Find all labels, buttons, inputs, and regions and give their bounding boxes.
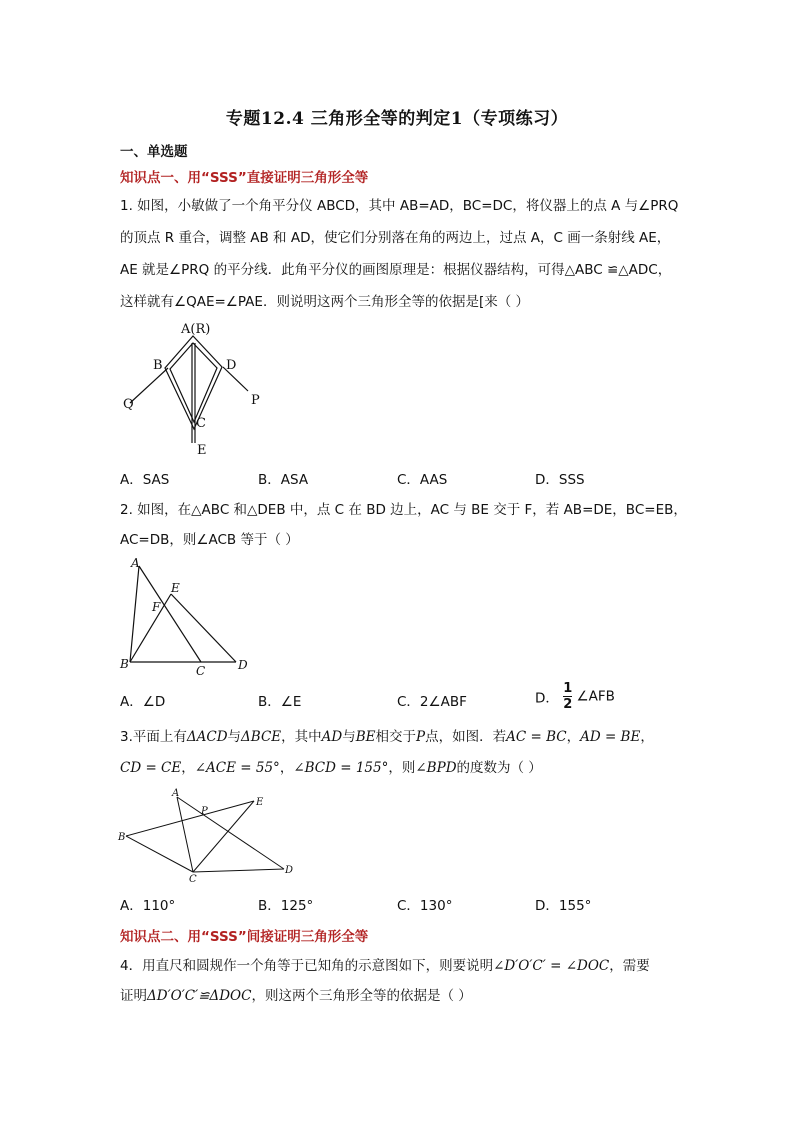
segment-ac (177, 797, 193, 872)
q3-line-2 (120, 758, 542, 778)
label-c: C (189, 874, 197, 885)
q4-text: 4．用直尺和圆规作一个角等于已知角的示意图如下，则要说明 (120, 958, 494, 974)
q2-option-d-angle: ∠AFB (576, 688, 615, 705)
q1-line-4: 这样就有∠QAE=∠PAE．则说明这两个三角形全等的依据是[来（ ） (120, 294, 530, 310)
q3-math: ΔACD (186, 729, 228, 745)
q2-line-2: AC=DB，则∠ACB 等于（ ） (120, 532, 299, 548)
q3-text: 点，如图．若 (425, 729, 507, 745)
q3-math: ΔBCE (241, 729, 282, 745)
fraction-numerator: 1 (563, 681, 573, 696)
q3-text: ， (279, 760, 294, 776)
label-a: A (172, 788, 180, 799)
fraction-denominator: 2 (563, 697, 573, 712)
label-d: D (285, 865, 294, 876)
label-c: C (196, 664, 206, 678)
section-heading: 一、单选题 (120, 144, 188, 160)
q3-math: AD (321, 729, 343, 745)
q3-line-1 (120, 727, 654, 747)
label-b: B (120, 657, 129, 671)
q4-math: ∠D′O′C′ = ∠DOC (493, 958, 610, 974)
q3-text: ， (640, 729, 654, 745)
q4-text: ，则这两个三角形全等的依据是（ ） (251, 988, 472, 1004)
q4-math: ΔD′O′C′≌ΔDOC (147, 988, 252, 1004)
q2-option-c[interactable]: C．2∠ABF (397, 694, 467, 710)
segment-ed (171, 594, 236, 662)
q3-math: ∠ACE = 55° (194, 760, 280, 776)
label-f: F (152, 600, 161, 614)
label-a: A(R) (181, 322, 211, 337)
page-title: 专题12.4 三角形全等的判定1（专项练习） (225, 109, 569, 129)
q1-option-a[interactable]: A．SAS (120, 472, 170, 488)
q2-option-d-letter: D． (535, 690, 559, 707)
label-d: D (226, 358, 237, 373)
label-e: E (171, 581, 180, 595)
q3-option-a[interactable]: A．110° (120, 898, 176, 914)
q3-option-b[interactable]: B．125° (258, 898, 314, 914)
q3-text: 与 (227, 729, 242, 745)
q3-text: 相交于 (375, 729, 417, 745)
label-b: B (118, 832, 126, 843)
q3-math: ∠BPD (415, 760, 457, 776)
label-e: E (197, 443, 207, 458)
segment-ab (130, 566, 139, 662)
q3-text: ，其中 (281, 729, 322, 745)
q1-option-b[interactable]: B．ASA (258, 472, 309, 488)
segment-cd (193, 869, 284, 872)
q3-math: ∠BCD = 155° (293, 760, 389, 776)
q3-option-c[interactable]: C．130° (397, 898, 453, 914)
q2-option-b[interactable]: B．∠E (258, 694, 302, 710)
label-a: A (131, 556, 140, 570)
label-d: D (238, 658, 248, 672)
q3-text: 与 (342, 729, 356, 745)
q3-math: AD = BE (580, 729, 641, 745)
q4-line-1 (120, 956, 650, 976)
q3-text: ， (566, 729, 581, 745)
q1-option-d[interactable]: D．SSS (535, 472, 585, 488)
label-e: E (256, 797, 264, 808)
label-q: Q (123, 397, 134, 412)
label-p: P (201, 806, 208, 817)
q3-figure (114, 785, 300, 885)
knowledge-point-2: 知识点二、用“SSS”间接证明三角形全等 (120, 929, 369, 945)
q4-text: 证明 (120, 988, 147, 1004)
q1-option-c[interactable]: C．AAS (397, 472, 448, 488)
q3-text: ，则 (388, 760, 416, 776)
q1-line-1: 1. 如图，小敏做了一个角平分仪 ABCD，其中 AB=AD，BC=DC，将仪器上的点 A 与∠PRQ (120, 198, 679, 214)
q3-math: CD = CE (120, 760, 182, 776)
q2-option-d[interactable] (535, 682, 615, 711)
q1-line-2: 的顶点 R 重合，调整 AB 和 AD，使它们分别落在角的两边上，过点 A，C 画一条射线 AE， (120, 230, 671, 246)
q3-math: P (416, 729, 426, 745)
q1-figure (118, 315, 278, 460)
q2-line-1: 2. 如图，在△ABC 和△DEB 中，点 C 在 BD 边上，AC 与 BE 交于 F，若 AB=DE，BC=EB， (120, 502, 687, 518)
label-p: P (251, 393, 260, 408)
label-b: B (153, 358, 163, 373)
ray-q (130, 368, 168, 403)
segment-ac (139, 566, 201, 662)
q3-math: AC = BC (506, 729, 567, 745)
q3-text: 3.平面上有 (120, 729, 187, 745)
q3-option-d[interactable]: D．155° (535, 898, 592, 914)
segment-bc (126, 836, 193, 872)
q2-option-a[interactable]: A．∠D (120, 694, 166, 710)
q4-line-2 (120, 986, 472, 1006)
q1-line-3: AE 就是∠PRQ 的平分线．此角平分仪的画图原理是：根据仪器结构，可得△ABC ≌△ADC， (120, 262, 672, 278)
q3-text: ， (181, 760, 195, 776)
q4-text: ，需要 (609, 958, 650, 974)
q3-text: 的度数为（ ） (456, 760, 542, 776)
knowledge-point-1: 知识点一、用“SSS”直接证明三角形全等 (120, 170, 369, 186)
q2-figure (116, 552, 256, 680)
q2-option-d-fraction (563, 682, 572, 711)
label-c: C (196, 416, 206, 431)
segment-be (130, 594, 171, 662)
q3-math: BE (355, 729, 376, 745)
outer-quadrilateral (165, 336, 222, 429)
